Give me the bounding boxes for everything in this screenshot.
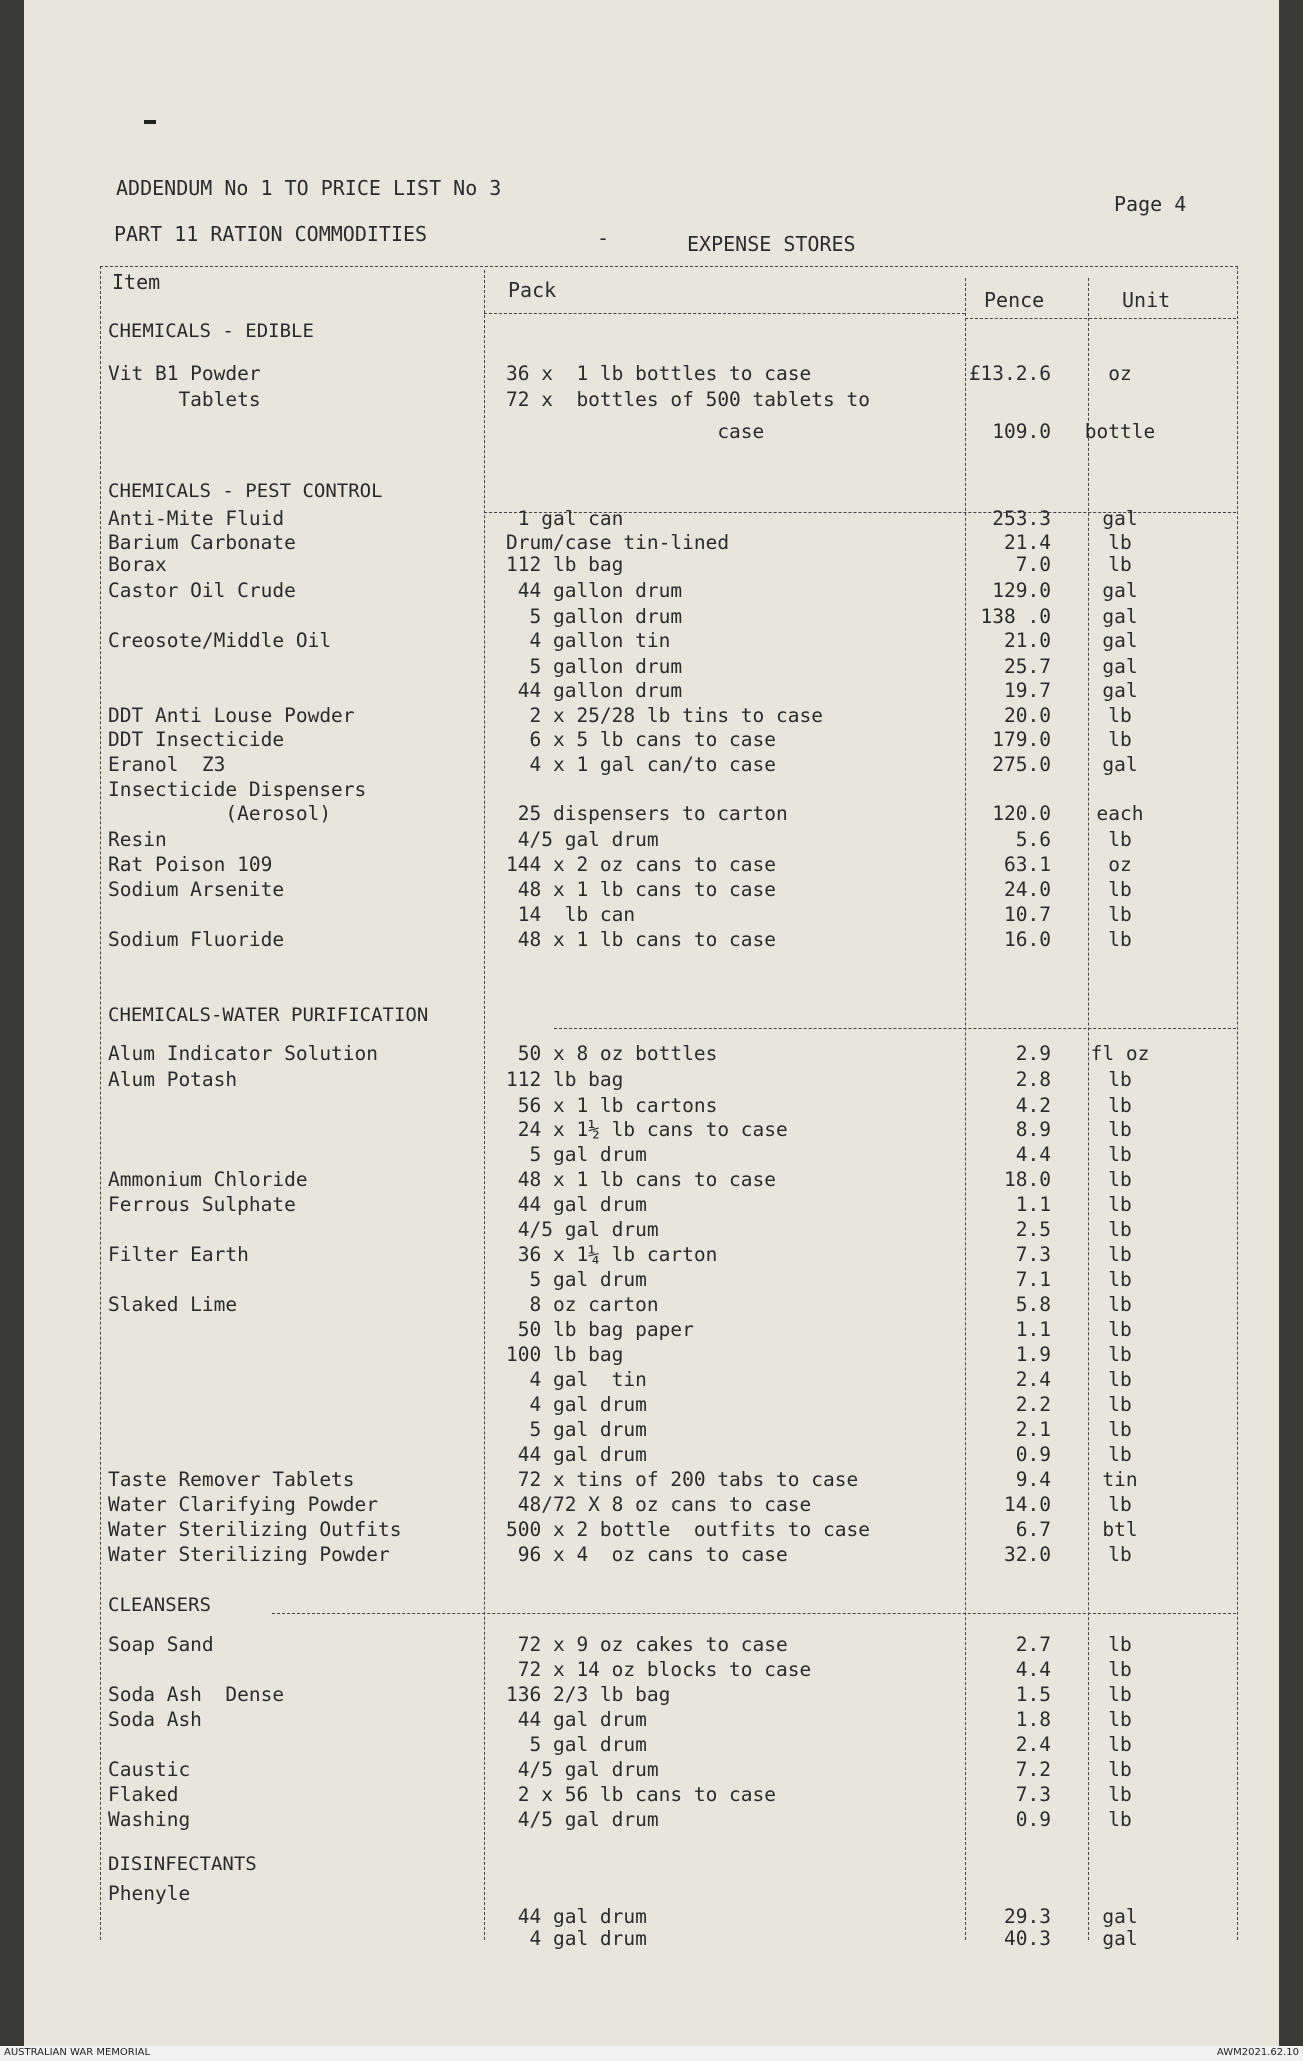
cell-item: Alum Potash (108, 1068, 238, 1091)
cell-pack: 56 x 1 lb cartons (506, 1094, 718, 1117)
cell-unit: lb (1108, 1543, 1132, 1566)
cell-item: Water Clarifying Powder (108, 1493, 379, 1516)
cell-unit: lb (1108, 1094, 1132, 1117)
table-row (24, 1094, 1279, 1118)
cell-unit: lb (1108, 1393, 1132, 1416)
cell-pack: 500 x 2 bottle outfits to case (506, 1518, 870, 1541)
cell-unit: gal (1102, 629, 1138, 652)
table-row (24, 1468, 1279, 1492)
cell-pack: 100 lb bag (506, 1343, 624, 1366)
cell-pence: 109.0 (992, 420, 1051, 443)
cell-pack: 4 x 1 gal can/to case (506, 753, 777, 776)
cell-item: Filter Earth (108, 1243, 249, 1266)
cell-pack: 72 x bottles of 500 tablets to (506, 388, 870, 411)
cell-item: Tablets (108, 388, 261, 411)
cell-item: Ammonium Chloride (108, 1168, 308, 1191)
header-rule-pack (484, 313, 965, 314)
cell-pack: case (506, 420, 765, 443)
table-row (24, 1658, 1279, 1682)
cell-unit: lb (1108, 704, 1132, 727)
cell-item: Slaked Lime (108, 1293, 238, 1316)
table-row (24, 802, 1279, 826)
table-row (24, 1218, 1279, 1242)
cell-unit: lb (1108, 1758, 1132, 1781)
cell-pence: 2.8 (1015, 1068, 1051, 1091)
cell-item: Taste Remover Tablets (108, 1468, 355, 1491)
cell-pence: 253.3 (992, 507, 1051, 530)
table-row (24, 1683, 1279, 1707)
cell-pence: 179.0 (992, 728, 1051, 751)
cell-unit: gal (1102, 507, 1138, 530)
column-header-pence: Pence (984, 288, 1045, 312)
cell-unit: lb (1108, 903, 1132, 926)
cell-pence: 1.9 (1015, 1343, 1051, 1366)
cell-item: Flaked (108, 1783, 179, 1806)
table-row (24, 531, 1279, 555)
cell-unit: gal (1102, 753, 1138, 776)
cell-pence: 32.0 (1004, 1543, 1051, 1566)
cell-pack: 72 x 9 oz cakes to case (506, 1633, 788, 1656)
footer-reference: AWM2021.62.10 (1216, 2047, 1299, 2058)
cell-unit: lb (1108, 1268, 1132, 1291)
cell-pack: 1 gal can (506, 507, 624, 530)
cell-pence: 129.0 (992, 579, 1051, 602)
cell-unit: oz (1108, 362, 1132, 385)
cell-pence: 25.7 (1004, 655, 1051, 678)
cell-pence: 7.3 (1015, 1243, 1051, 1266)
table-row (24, 1518, 1279, 1542)
column-header-item: Item (112, 270, 161, 294)
table-row (24, 1783, 1279, 1807)
cell-pence: 24.0 (1004, 878, 1051, 901)
cell-item: Vit B1 Powder (108, 362, 261, 385)
cell-pence: 10.7 (1004, 903, 1051, 926)
cell-unit: lb (1108, 553, 1132, 576)
cell-pence: 6.7 (1015, 1518, 1051, 1541)
cell-pack: 14 lb can (506, 903, 636, 926)
cell-item: Sodium Arsenite (108, 878, 285, 901)
cell-unit: lb (1108, 1368, 1132, 1391)
cell-pence: 21.0 (1004, 629, 1051, 652)
cell-unit: lb (1108, 1418, 1132, 1441)
cell-pence: 2.4 (1015, 1368, 1051, 1391)
cell-pack: 5 gallon drum (506, 605, 683, 628)
cell-pack: 44 gal drum (506, 1708, 647, 1731)
cell-unit: gal (1102, 1905, 1138, 1928)
cell-pence: 2.9 (1015, 1042, 1051, 1065)
table-row (24, 753, 1279, 777)
table-row (24, 1418, 1279, 1442)
document-page (24, 0, 1279, 2046)
cell-pence: 1.8 (1015, 1708, 1051, 1731)
cell-pence: 1.1 (1015, 1193, 1051, 1216)
table-row (24, 828, 1279, 852)
cell-pack: 5 gallon drum (506, 655, 683, 678)
cell-pence: 7.0 (1015, 553, 1051, 576)
cell-unit: lb (1108, 1143, 1132, 1166)
cell-pack: 72 x tins of 200 tabs to case (506, 1468, 859, 1491)
cell-unit: lb (1108, 1683, 1132, 1706)
section-heading: DISINFECTANTS (108, 1853, 257, 1875)
cell-pack: 6 x 5 lb cans to case (506, 728, 777, 751)
cell-pack: 96 x 4 oz cans to case (506, 1543, 788, 1566)
cell-pack: 36 x 1¼ lb carton (506, 1243, 718, 1266)
table-row (24, 1708, 1279, 1732)
cell-item: Barium Carbonate (108, 531, 296, 554)
section-rule-water (554, 1028, 1236, 1029)
table-row (24, 1243, 1279, 1267)
cell-unit: each (1096, 802, 1144, 825)
cell-pack: 4/5 gal drum (506, 828, 659, 851)
cell-pence: 21.4 (1004, 531, 1051, 554)
table-row (24, 553, 1279, 577)
cell-pence: 29.3 (1004, 1905, 1051, 1928)
table-row (24, 1543, 1279, 1567)
cell-pack: 5 gal drum (506, 1268, 647, 1291)
cell-pence: 2.1 (1015, 1418, 1051, 1441)
cell-pack: 2 x 56 lb cans to case (506, 1783, 777, 1806)
document-title: ADDENDUM No 1 TO PRICE LIST No 3 (116, 176, 502, 200)
cell-pack: 48 x 1 lb cans to case (506, 878, 777, 901)
cell-pack: Drum/case tin-lined (506, 531, 730, 554)
cell-item: Resin (108, 828, 167, 851)
cell-pack: 44 gal drum (506, 1443, 647, 1466)
cell-pence: 4.4 (1015, 1658, 1051, 1681)
cell-pence: 9.4 (1015, 1468, 1051, 1491)
table-row (24, 1143, 1279, 1167)
cell-item: Water Sterilizing Powder (108, 1543, 390, 1566)
cell-item: Eranol Z3 (108, 753, 226, 776)
cell-pack: 44 gal drum (506, 1905, 647, 1928)
cell-unit: lb (1108, 1783, 1132, 1806)
table-row (24, 903, 1279, 927)
cell-pence: 7.3 (1015, 1783, 1051, 1806)
cell-pence: 14.0 (1004, 1493, 1051, 1516)
cell-unit: tin (1102, 1468, 1138, 1491)
cell-pack: 5 gal drum (506, 1418, 647, 1441)
footer-credit: AUSTRALIAN WAR MEMORIAL (4, 2047, 151, 2058)
table-row (24, 507, 1279, 531)
cell-unit: lb (1108, 1193, 1132, 1216)
cell-unit: btl (1102, 1518, 1138, 1541)
cell-pence: 2.4 (1015, 1733, 1051, 1756)
cell-pence: 18.0 (1004, 1168, 1051, 1191)
table-row (24, 605, 1279, 629)
table-row (24, 1927, 1279, 1951)
cell-unit: gal (1102, 679, 1138, 702)
cell-pence: 7.1 (1015, 1268, 1051, 1291)
table-row (24, 1318, 1279, 1342)
cell-pack: 5 gal drum (506, 1733, 647, 1756)
cell-unit: gal (1102, 655, 1138, 678)
cell-pence: 40.3 (1004, 1927, 1051, 1950)
cell-pack: 44 gallon drum (506, 579, 683, 602)
table-row (24, 1882, 1279, 1906)
cell-pack: 4/5 gal drum (506, 1808, 659, 1831)
table-row (24, 1443, 1279, 1467)
cell-unit: lb (1108, 1318, 1132, 1341)
cell-pack: 4 gal drum (506, 1393, 647, 1416)
cell-unit: lb (1108, 878, 1132, 901)
table-row (24, 1733, 1279, 1757)
cell-pack: 4 gallon tin (506, 629, 671, 652)
section-rule-cleansers (272, 1613, 1236, 1614)
table-row (24, 1758, 1279, 1782)
cell-item: Castor Oil Crude (108, 579, 296, 602)
table-row (24, 704, 1279, 728)
cell-pence: 20.0 (1004, 704, 1051, 727)
table-row (24, 853, 1279, 877)
cell-unit: lb (1108, 1493, 1132, 1516)
cell-unit: lb (1108, 1443, 1132, 1466)
cell-pence: 7.2 (1015, 1758, 1051, 1781)
cell-pack: 112 lb bag (506, 553, 624, 576)
cell-unit: oz (1108, 853, 1132, 876)
cell-pence: 0.9 (1015, 1808, 1051, 1831)
ink-mark (144, 120, 156, 124)
cell-pence: 5.6 (1015, 828, 1051, 851)
section-heading: CHEMICALS - PEST CONTROL (108, 480, 383, 502)
cell-unit: gal (1102, 1927, 1138, 1950)
cell-item: DDT Anti Louse Powder (108, 704, 355, 727)
cell-pack: 2 x 25/28 lb tins to case (506, 704, 823, 727)
cell-pence: 8.9 (1015, 1118, 1051, 1141)
table-row (24, 1905, 1279, 1929)
cell-pence: 63.1 (1004, 853, 1051, 876)
cell-unit: lb (1108, 1343, 1132, 1366)
cell-pence: 19.7 (1004, 679, 1051, 702)
cell-item: Anti-Mite Fluid (108, 507, 285, 530)
cell-unit: lb (1108, 1633, 1132, 1656)
cell-pence: 0.9 (1015, 1443, 1051, 1466)
cell-pack: 8 oz carton (506, 1293, 659, 1316)
cell-unit: lb (1108, 1808, 1132, 1831)
cell-unit: fl oz (1090, 1042, 1150, 1065)
cell-pack: 4/5 gal drum (506, 1218, 659, 1241)
cell-item: Insecticide Dispensers (108, 778, 367, 801)
cell-item: Borax (108, 553, 167, 576)
cell-pack: 48 x 1 lb cans to case (506, 928, 777, 951)
cell-item: Ferrous Sulphate (108, 1193, 296, 1216)
table-row (24, 1268, 1279, 1292)
table-row (24, 629, 1279, 653)
cell-pence: 138 .0 (980, 605, 1051, 628)
cell-pence: 4.2 (1015, 1094, 1051, 1117)
cell-pack: 4 gal tin (506, 1368, 647, 1391)
cell-pack: 48/72 X 8 oz cans to case (506, 1493, 812, 1516)
cell-unit: lb (1108, 828, 1132, 851)
cell-pack: 72 x 14 oz blocks to case (506, 1658, 812, 1681)
section-heading: CLEANSERS (108, 1594, 211, 1616)
table-row (24, 388, 1279, 412)
cell-pack: 4/5 gal drum (506, 1758, 659, 1781)
cell-unit: lb (1108, 1168, 1132, 1191)
table-row (24, 655, 1279, 679)
cell-pack: 144 x 2 oz cans to case (506, 853, 777, 876)
table-row (24, 1808, 1279, 1832)
table-row (24, 1168, 1279, 1192)
cell-unit: lb (1108, 928, 1132, 951)
part-heading: PART 11 RATION COMMODITIES (114, 222, 428, 246)
footer-bar (0, 2046, 1303, 2061)
cell-unit: gal (1102, 579, 1138, 602)
table-row (24, 362, 1279, 386)
cell-pence: 4.4 (1015, 1143, 1051, 1166)
cell-pack: 136 2/3 lb bag (506, 1683, 671, 1706)
cell-item: Creosote/Middle Oil (108, 629, 332, 652)
cell-item: Soda Ash (108, 1708, 202, 1731)
category-heading: EXPENSE STORES (687, 232, 856, 256)
cell-pack: 5 gal drum (506, 1143, 647, 1166)
table-row (24, 1068, 1279, 1092)
cell-unit: gal (1102, 605, 1138, 628)
table-row (24, 1633, 1279, 1657)
cell-item: Washing (108, 1808, 191, 1831)
table-row (24, 1293, 1279, 1317)
cell-item: Phenyle (108, 1882, 191, 1905)
table-row (24, 878, 1279, 902)
cell-pence: £13.2.6 (968, 362, 1051, 385)
cell-pence: 16.0 (1004, 928, 1051, 951)
cell-pence: 5.8 (1015, 1293, 1051, 1316)
cell-unit: lb (1108, 1218, 1132, 1241)
cell-pack: 48 x 1 lb cans to case (506, 1168, 777, 1191)
cell-unit: lb (1108, 1243, 1132, 1266)
cell-pack: 24 x 1½ lb cans to case (506, 1118, 788, 1141)
cell-unit: lb (1108, 1658, 1132, 1681)
cell-item: Soap Sand (108, 1633, 214, 1656)
cell-item: Rat Poison 109 (108, 853, 273, 876)
table-row (24, 420, 1279, 444)
cell-pack: 112 lb bag (506, 1068, 624, 1091)
cell-pence: 1.5 (1015, 1683, 1051, 1706)
cell-pack: 25 dispensers to carton (506, 802, 788, 825)
cell-unit: lb (1108, 1068, 1132, 1091)
cell-pack: 44 gal drum (506, 1193, 647, 1216)
table-row (24, 1493, 1279, 1517)
cell-pence: 1.1 (1015, 1318, 1051, 1341)
table-row (24, 1042, 1279, 1066)
cell-item: Sodium Fluoride (108, 928, 285, 951)
cell-unit: lb (1108, 728, 1132, 751)
table-row (24, 1118, 1279, 1142)
cell-pack: 4 gal drum (506, 1927, 647, 1950)
table-row (24, 1368, 1279, 1392)
cell-pence: 2.7 (1015, 1633, 1051, 1656)
cell-unit: lb (1108, 1293, 1132, 1316)
cell-unit: lb (1108, 1708, 1132, 1731)
cell-item: Water Sterilizing Outfits (108, 1518, 402, 1541)
section-heading: CHEMICALS - EDIBLE (108, 320, 314, 342)
cell-unit: bottle (1084, 420, 1156, 443)
table-row (24, 928, 1279, 952)
table-row (24, 728, 1279, 752)
table-row (24, 579, 1279, 603)
cell-item: Caustic (108, 1758, 191, 1781)
table-row (24, 1193, 1279, 1217)
cell-pence: 2.2 (1015, 1393, 1051, 1416)
heading-dash: - (597, 226, 610, 250)
header-rule (965, 318, 1236, 319)
cell-item: DDT Insecticide (108, 728, 285, 751)
section-heading: CHEMICALS-WATER PURIFICATION (108, 1004, 429, 1026)
table-row (24, 679, 1279, 703)
cell-pack: 50 x 8 oz bottles (506, 1042, 718, 1065)
cell-unit: lb (1108, 531, 1132, 554)
cell-unit: lb (1108, 1733, 1132, 1756)
cell-pack: 44 gallon drum (506, 679, 683, 702)
cell-unit: lb (1108, 1118, 1132, 1141)
table-row (24, 778, 1279, 802)
page-number: Page 4 (1114, 192, 1187, 216)
cell-pence: 120.0 (992, 802, 1051, 825)
table-row (24, 1393, 1279, 1417)
cell-item: (Aerosol) (108, 802, 332, 825)
column-header-pack: Pack (508, 278, 557, 302)
cell-pence: 2.5 (1015, 1218, 1051, 1241)
table-row (24, 1343, 1279, 1367)
cell-pack: 50 lb bag paper (506, 1318, 694, 1341)
cell-item: Soda Ash Dense (108, 1683, 285, 1706)
cell-pence: 275.0 (992, 753, 1051, 776)
cell-pack: 36 x 1 lb bottles to case (506, 362, 812, 385)
cell-item: Alum Indicator Solution (108, 1042, 379, 1065)
column-header-unit: Unit (1122, 288, 1171, 312)
